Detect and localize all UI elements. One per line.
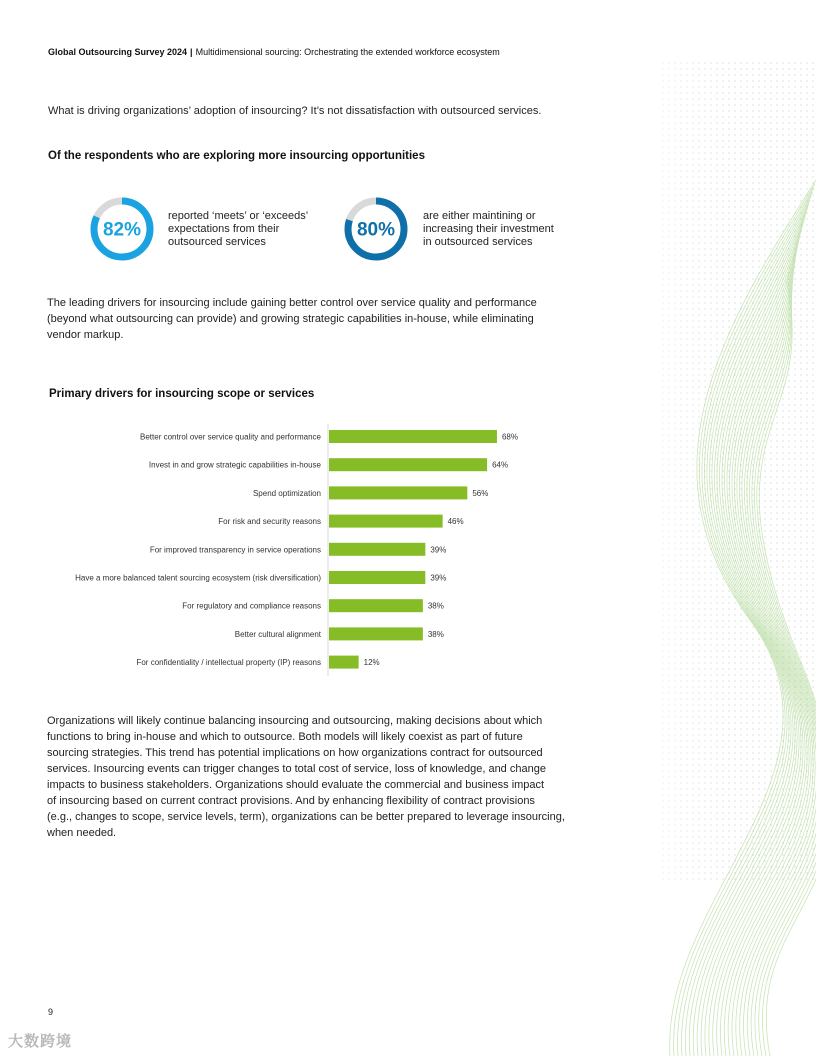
bar	[329, 599, 423, 612]
bar-category-label: Spend optimization	[252, 488, 321, 498]
stat-line: in outsourced services	[423, 236, 533, 248]
bar-category-label: For improved transparency in service operations	[149, 545, 321, 555]
donut-82-percent	[89, 196, 155, 262]
paragraph-line: Organizations will likely continue balancing insourcing and outsourcing, making decisions about which	[47, 715, 543, 727]
bar-value-label: 39%	[430, 573, 447, 583]
closing-paragraph	[47, 713, 565, 841]
bar	[329, 543, 425, 556]
bar-category-label: Invest in and grow strategic capabilities in-house	[148, 460, 321, 470]
intro-paragraph: What is driving organizations’ adoption of insourcing? It’s not dissatisfaction with outsourced services.	[48, 105, 542, 117]
bar-category-label: For risk and security reasons	[218, 517, 321, 527]
bar	[329, 656, 359, 669]
bar-category-label: For confidentiality / intellectual property (IP) reasons	[136, 658, 321, 668]
donut-value-label: 82%	[102, 219, 142, 241]
bar-category-label: Better cultural alignment	[234, 629, 321, 639]
stat-description-1	[168, 210, 308, 249]
stats-heading: Of the respondents who are exploring more insourcing opportunities	[48, 150, 425, 162]
decorative-wave-background	[600, 0, 816, 1056]
bar-value-label: 64%	[492, 460, 509, 470]
header-separator: |	[190, 47, 193, 57]
bar-value-label: 46%	[447, 517, 464, 527]
paragraph-line: vendor markup.	[47, 329, 124, 341]
bar	[329, 515, 443, 528]
bar-category-label: Have a more balanced talent sourcing ecosystem (risk diversification)	[75, 573, 321, 583]
bar	[329, 486, 467, 499]
stat-line: outsourced services	[168, 236, 266, 248]
bar-value-label: 68%	[501, 432, 518, 442]
bar-value-label: 39%	[430, 545, 447, 555]
paragraph-line: services. Insourcing events can trigger changes to total cost of service, loss of knowledge, and change	[47, 763, 546, 775]
insourcing-drivers-bar-chart	[0, 420, 600, 685]
bar-value-label: 38%	[427, 601, 444, 611]
stat-description-2	[423, 210, 554, 249]
paragraph-line: The leading drivers for insourcing include gaining better control over service quality and performance	[47, 297, 537, 309]
donut-value-label: 80%	[356, 219, 396, 241]
paragraph-line: impacts to business stakeholders. Organizations should evaluate the commercial and business impact	[47, 779, 545, 791]
bar-category-label: Better control over service quality and performance	[140, 432, 321, 442]
bar	[329, 458, 487, 471]
bar	[329, 627, 423, 640]
bar-value-label: 56%	[472, 488, 489, 498]
chart-title: Primary drivers for insourcing scope or services	[49, 388, 315, 400]
paragraph-line: sourcing strategies. This trend has potential implications on how organizations contract for outsourced	[47, 747, 543, 759]
bar	[329, 430, 497, 443]
drivers-paragraph	[47, 295, 537, 343]
donut-80-percent	[343, 196, 409, 262]
watermark-logo: 大数跨境	[8, 1033, 73, 1050]
paragraph-line: functions to bring in-house and which to outsource. Both models will likely coexist as part of future	[47, 731, 523, 743]
bar-category-label: For regulatory and compliance reasons	[182, 601, 321, 611]
paragraph-line: (e.g., changes to scope, service levels, term), organizations can be better prepared to leverage insourcing,	[47, 811, 565, 823]
page-number: 9	[48, 1007, 54, 1017]
header-title: Global Outsourcing Survey 2024	[48, 47, 188, 57]
bar-value-label: 38%	[427, 629, 444, 639]
header-subtitle: Multidimensional sourcing: Orchestrating the extended workforce ecosystem	[195, 47, 500, 57]
bar-value-label: 12%	[363, 658, 380, 668]
paragraph-line: (beyond what outsourcing can provide) and growing strategic capabilities in-house, while eliminating	[47, 313, 534, 325]
paragraph-line: when needed.	[47, 827, 117, 839]
paragraph-line: of insourcing based on current contract provisions. And by enhancing flexibility of contract provisions	[47, 795, 535, 807]
stat-line: reported ‘meets’ or ‘exceeds’	[168, 210, 309, 222]
bar	[329, 571, 425, 584]
stat-line: expectations from their	[168, 223, 280, 235]
stat-line: increasing their investment	[423, 223, 554, 235]
stat-line: are either maintining or	[423, 210, 536, 222]
page-header	[48, 47, 500, 57]
